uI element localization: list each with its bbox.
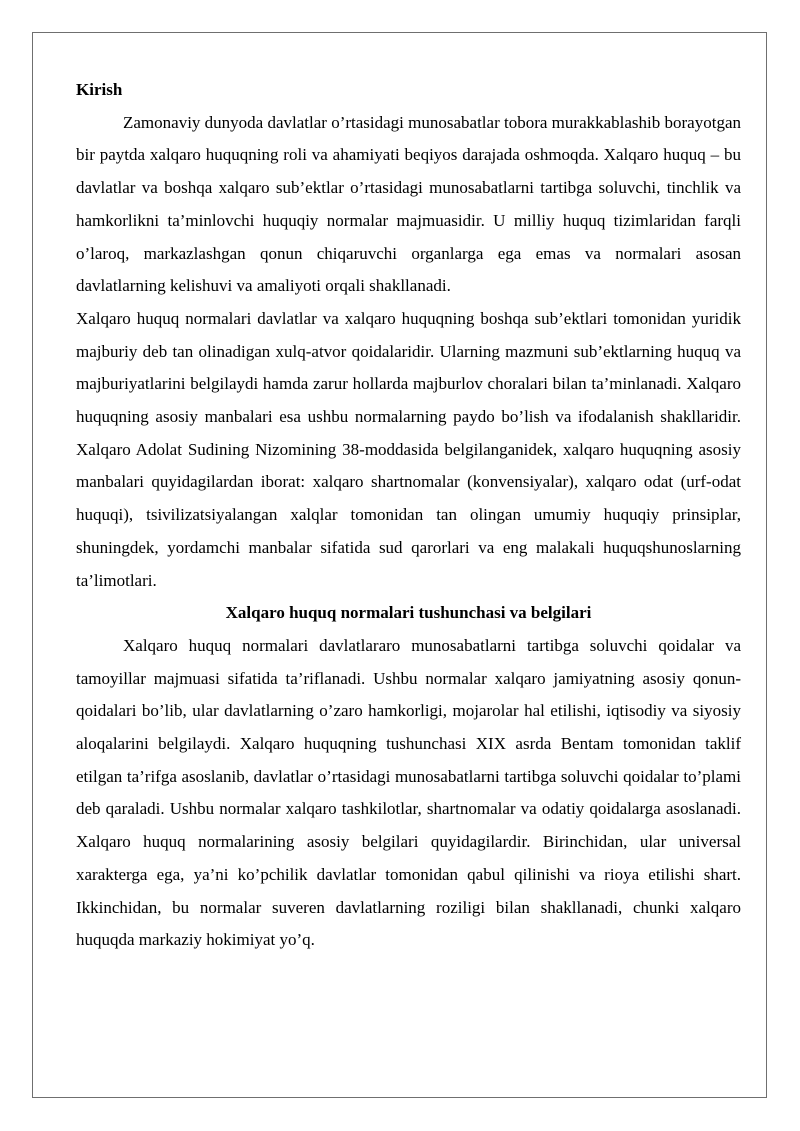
paragraph-intro: Zamonaviy dunyoda davlatlar o’rtasidagi munosabatlar tobora murakkablashib borayotgan bir paytda xalqaro huquqning roli va ahamiyati beqiyos darajada oshmoqda. Xalqaro huquq – bu davlatlar va boshqa xalqaro sub’ektlar o’rtasidagi munosabatlarni tartibga soluvchi, tinchlik va hamkorlikni ta’minlovchi huquqiy normalar majmuasidir. U milliy huquq tizimlaridan farqli o’laroq, markazlashgan qonun chiqaruvchi organlarga ega emas va normalari asosan davlatlarning kelishuvi va amaliyoti orqali shakllanadi. xyxy=(76,112,741,296)
paragraph-norms: Xalqaro huquq normalari davlatlar va xalqaro huquqning boshqa sub’ektlari tomonidan yuridik majburiy deb tan olinadigan xulq-atvor qoidalaridir. Ularning mazmuni sub’ektlarning huquq va majburiyatlarini belgilaydi hamda zarur hollarda majburlov choralari bilan ta’minlanadi. Xalqaro huquqning asosiy manbalari esa ushbu normalarning paydo bo’lish va ifodalanish shakllaridir. Xalqaro Adolat Sudining Nizomining 38-moddasida belgilanganidek, xalqaro huquqning asosiy manbalari quyidagilardan iborat: xalqaro shartnomalar (konvensiyalar), xalqaro odat (urf-odat huquqi), tsivilizatsiyalangan xalqlar tomonidan tan olingan umumiy huquqiy prinsiplar, shuningdek, yordamchi manbalar sifatida sud qarorlari va eng malakali huquqshunoslarning ta’limotlari. xyxy=(76,308,741,590)
paragraph-definition: Xalqaro huquq normalari davlatlararo munosabatlarni tartibga soluvchi qoidalar va tamoyillar majmuasi sifatida ta’riflanadi. Ushbu normalar xalqaro jamiyatning asosiy qonun-qoidalari bo’lib, ular davlatlarning o’zaro hamkorligi, mojarolar hal etilishi, iqtisodiy va siyosiy aloqalarini belgilaydi. Xalqaro huquqning tushunchasi XIX asrda Bentam tomonidan taklif etilgan ta’rifga asoslanib, davlatlar o’rtasidagi munosabatlarni tartibga soluvchi qoidalar to’plami deb qaraladi. Ushbu normalar xalqaro tashkilotlar, shartnomalar va odatiy qoidalarga asoslanadi. Xalqaro huquq normalarining asosiy belgilari quyidagilardir. Birinchidan, ular universal xarakterga ega, ya’ni ko’pchilik davlatlar tomonidan qabul qilinishi va rioya etilishi shart. Ikkinchidan, bu normalar suveren davlatlarning roziligi bilan shakllanadi, chunki xalqaro huquqda markaziy hokimiyat yo’q. xyxy=(76,635,741,950)
section-heading-intro: Kirish xyxy=(76,80,123,99)
section-title: Xalqaro huquq normalari tushunchasi va belgilari xyxy=(225,603,592,623)
document-body xyxy=(76,74,741,957)
